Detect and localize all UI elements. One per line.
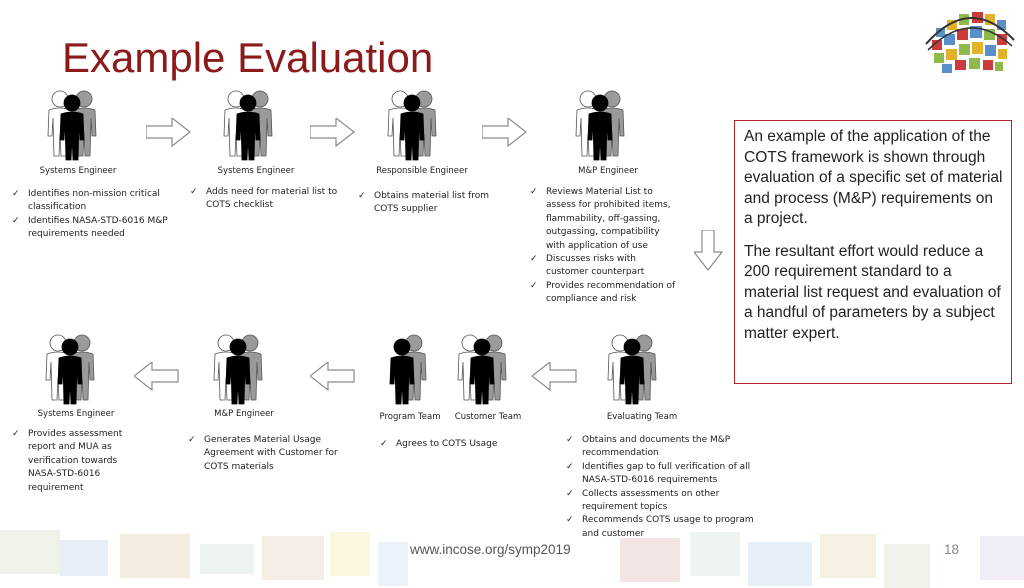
role-label: Responsible Engineer xyxy=(376,166,468,176)
arrow-right-icon xyxy=(310,118,356,148)
list-item: ✓ Recommends COTS usage to program and customer xyxy=(566,514,762,541)
list-item: ✓ Generates Material Usage Agreement with Customer for COTS materials xyxy=(188,434,338,474)
people-icon xyxy=(46,90,116,162)
list-item: ✓ Identifies NASA-STD-6016 M&P requirements needed xyxy=(12,215,172,242)
role-label: Systems Engineer xyxy=(37,409,115,419)
step-list xyxy=(188,434,338,474)
list-item: ✓ Adds need for material list to COTS checklist xyxy=(190,186,340,213)
callout-paragraph: An example of the application of the COTS framework is shown through evaluation of a specific set of material and process (M&P) requirements on a project. xyxy=(744,128,1003,227)
step-list xyxy=(358,190,508,217)
list-item: ✓ Reviews Material List to assess for prohibited items, flammability, off-gassing, outgassing, compatibility with application of use xyxy=(530,186,680,253)
list-item: ✓ Obtains and documents the M&P recommendation xyxy=(566,434,762,461)
arrow-right-icon xyxy=(482,118,528,148)
people-icon xyxy=(222,90,292,162)
step-list xyxy=(380,438,520,451)
people-icon xyxy=(456,334,526,406)
people-icon xyxy=(44,334,114,406)
list-item: ✓ Obtains material list from COTS supplier xyxy=(358,190,508,217)
role-label: Customer Team xyxy=(454,412,522,422)
step-list xyxy=(566,434,762,541)
list-item: ✓ Provides recommendation of compliance and risk xyxy=(530,280,680,307)
role-label: M&P Engineer xyxy=(578,166,638,176)
arrow-left-icon xyxy=(532,362,578,392)
list-item: ✓ Discusses risks with customer counterpart xyxy=(530,253,680,280)
summary-callout xyxy=(734,120,1012,384)
people-icon xyxy=(606,334,676,406)
arrow-left-icon xyxy=(310,362,356,392)
list-item: ✓ Agrees to COTS Usage xyxy=(380,438,520,451)
logo-icon xyxy=(922,4,1018,88)
list-item: ✓ Provides assessment report and MUA as verification towards NASA-STD-6016 requirement xyxy=(12,428,128,495)
step-list xyxy=(190,186,340,213)
step-list xyxy=(12,428,128,495)
footer-url[interactable]: www.incose.org/symp2019 xyxy=(410,542,571,557)
list-item: ✓ Collects assessments on other requirement topics xyxy=(566,488,762,515)
list-item: ✓ Identifies non-mission critical classification xyxy=(12,188,172,215)
arrow-down-icon xyxy=(694,230,724,272)
role-label: Systems Engineer xyxy=(217,166,295,176)
arrow-right-icon xyxy=(146,118,192,148)
list-item: ✓ Identifies gap to full verification of all NASA-STD-6016 requirements xyxy=(566,461,762,488)
role-label: Evaluating Team xyxy=(606,412,678,422)
people-icon xyxy=(574,90,644,162)
people-icon xyxy=(386,90,456,162)
people-icon xyxy=(382,334,434,406)
page-title: Example Evaluation xyxy=(62,34,434,81)
role-label: Systems Engineer xyxy=(39,166,117,176)
step-list xyxy=(12,188,172,242)
people-icon xyxy=(212,334,282,406)
callout-paragraph: The resultant effort would reduce a 200 requirement standard to a material list request and evaluation of a handful of parameters by a subject matter expert. xyxy=(744,242,1001,342)
page-number: 18 xyxy=(944,542,960,557)
arrow-left-icon xyxy=(134,362,180,392)
role-label: Program Team xyxy=(379,412,441,422)
role-label: M&P Engineer xyxy=(214,409,274,419)
step-list xyxy=(530,186,680,307)
